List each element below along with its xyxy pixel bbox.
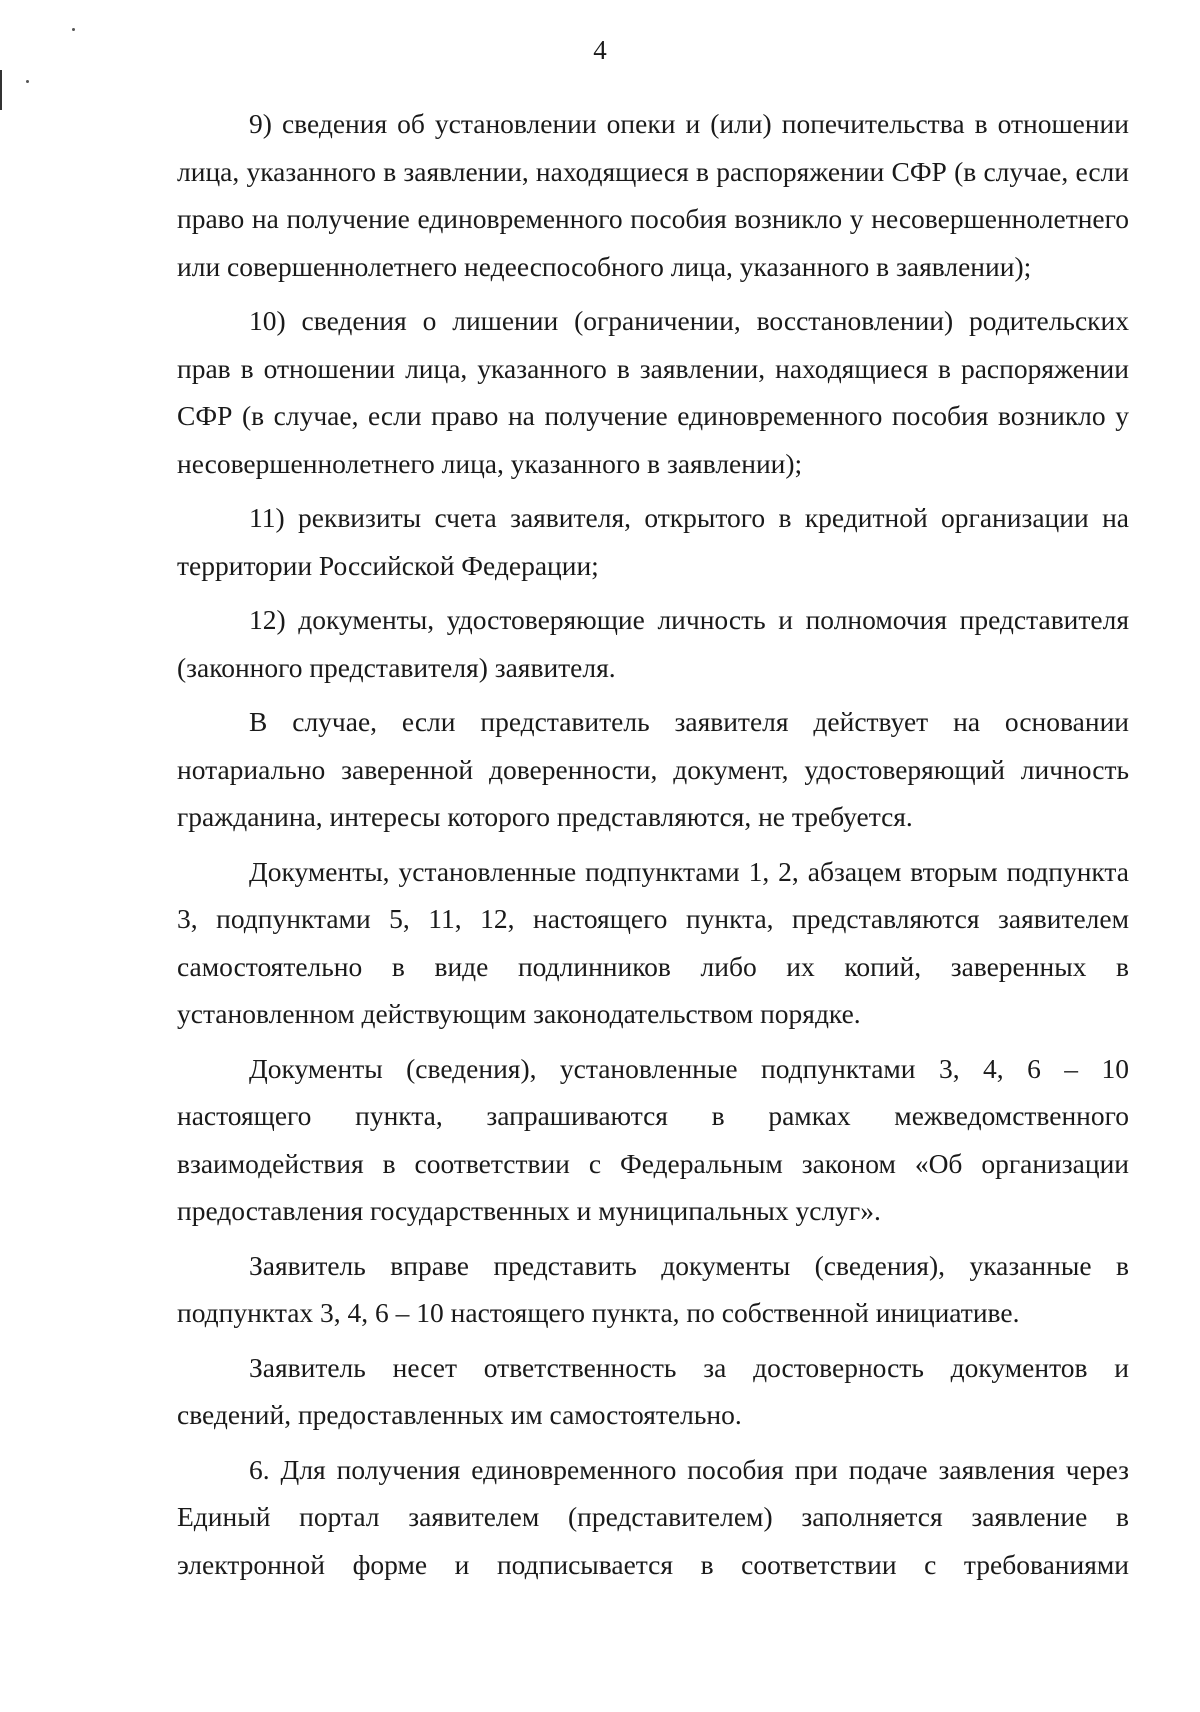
paragraph-representative: В случае, если представитель заявителя действует на основании нотариально заверенной доверенности, документ, удостоверяющий личность гражданина, интересы которого представляются, не требуется. [177, 706, 1129, 832]
paragraph-clause-6: 6. Для получения единовременного пособия при подаче заявления через Единый портал заявителем (представителем) заполняется заявление в электронной форме и подписывается в соответствии с требованиями [177, 1453, 1129, 1580]
document-body [177, 100, 1129, 1595]
paragraph-item-11: 11) реквизиты счета заявителя, открытого в кредитной организации на территории Российской Федерации; [177, 502, 1129, 581]
paragraph-item-10: 10) сведения о лишении (ограничении, восстановлении) родительских прав в отношении лица, указанного в заявлении, находящиеся в распоряжении СФР (в случае, если право на получение единовременного пособия возникло у несовершеннолетнего лица, указанного в заявлении); [177, 305, 1129, 479]
paragraph-applicant-right: Заявитель вправе представить документы (сведения), указанные в подпунктах 3, 4, 6 – 10 настоящего пункта, по собственной инициативе. [177, 1249, 1129, 1328]
scan-speck [26, 80, 29, 83]
scan-edge-mark [0, 70, 2, 110]
paragraph-documents-interagency: Документы (сведения), установленные подпунктами 3, 4, 6 – 10 настоящего пункта, запрашиваются в рамках межведомственного взаимодействия в соответствии с Федеральным законом «Об организации предоставления государственных и муниципальных услуг». [177, 1052, 1129, 1226]
paragraph-applicant-responsibility: Заявитель несет ответственность за достоверность документов и сведений, предоставленных им самостоятельно. [177, 1351, 1129, 1430]
paragraph-item-12: 12) документы, удостоверяющие личность и полномочия представителя (законного представителя) заявителя. [177, 604, 1129, 683]
page-number: 4 [593, 35, 607, 65]
paragraph-documents-self: Документы, установленные подпунктами 1, 2, абзацем вторым подпункта 3, подпунктами 5, 11, 12, настоящего пункта, представляются заявителем самостоятельно в виде подлинников либо их копий, заверенных в установленном действующим законодательством порядке. [177, 855, 1129, 1029]
paragraph-item-9: 9) сведения об установлении опеки и (или) попечительства в отношении лица, указанного в заявлении, находящиеся в распоряжении СФР (в случае, если право на получение единовременного пособия возникло у несовершеннолетнего или совершеннолетнего недееспособного лица, указанного в заявлении); [177, 108, 1129, 282]
